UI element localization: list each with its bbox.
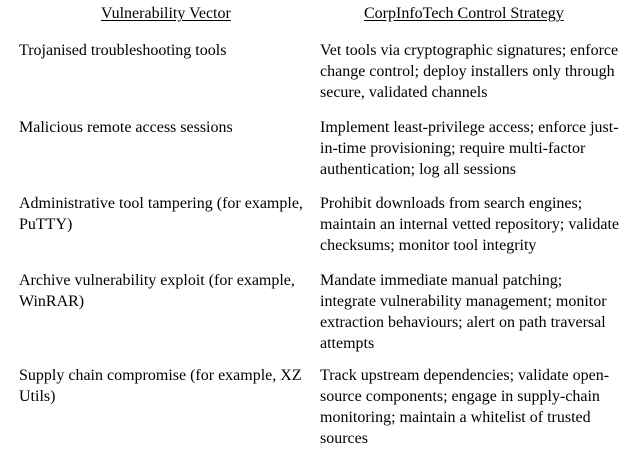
row-strategy-remote-access: Implement least-privilege access; enforce just-in-time provisioning; require multi-factor authentication; log all sessions	[320, 119, 619, 178]
row-strategy-trojanised-tools: Vet tools via cryptographic signatures; enforce change control; deploy installers only through secure, validated channels	[320, 42, 619, 101]
row-vector-remote-access: Malicious remote access sessions	[19, 119, 233, 136]
row-strategy-admin-tool-tampering: Prohibit downloads from search engines; maintain an internal vetted repository; validate checksums; monitor tool integrity	[320, 195, 620, 254]
row-vector-supply-chain: Supply chain compromise (for example, XZ Utils)	[19, 367, 302, 405]
row-strategy-archive-exploit: Mandate immediate manual patching; integrate vulnerability management; monitor extraction behaviours; alert on path traversal attempts	[320, 272, 607, 352]
header-vulnerability-vector: Vulnerability Vector	[101, 5, 231, 22]
row-vector-admin-tool-tampering: Administrative tool tampering (for example, PuTTY)	[19, 195, 303, 233]
row-vector-trojanised-tools: Trojanised troubleshooting tools	[19, 42, 227, 59]
row-strategy-supply-chain: Track upstream dependencies; validate open-source components; engage in supply-chain monitoring; maintain a whitelist of trusted sources	[320, 367, 610, 447]
row-vector-archive-exploit: Archive vulnerability exploit (for example, WinRAR)	[19, 272, 295, 310]
header-control-strategy: CorpInfoTech Control Strategy	[364, 5, 564, 22]
